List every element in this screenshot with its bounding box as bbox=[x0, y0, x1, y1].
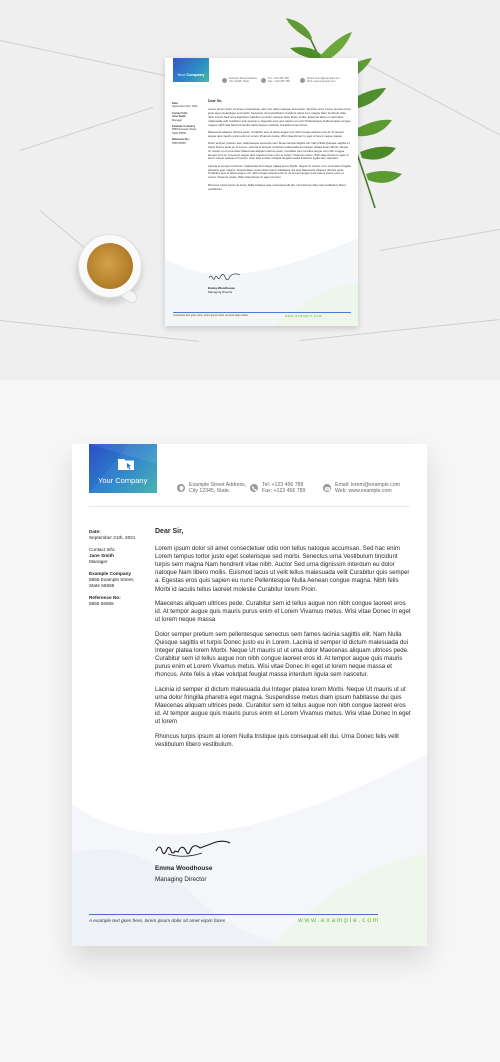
paragraph-4: Lacinia id semper id dictum malesuada dui Integer platea lorem Morbi. Neque Ut mauris ut ut urna dolor fringilla pharetra eget magna. Suspendisse metus diam ipsum habitasse dui quis Maecenas aliquam ultrices pede. Curabitur sem id tellus augue non nibh congue laoreet eros id. At tempor augue quis mauris purus enim et Lorem Vivamus metus. Wisi vitae Donec In eget ut lorem bbox=[155, 685, 411, 726]
mini-location-icon bbox=[222, 78, 227, 83]
paragraph-2: Maecenas aliquam ultrices pede. Curabitur sem id tellus augue non nibh congue laoreet eros id. At tempor augue quis mauris purus enim et Lorem Vivamus metus. Wisi vitae Donec In eget ut lorem neque massa bbox=[155, 600, 411, 624]
mini-sidebar bbox=[172, 102, 200, 145]
date-value: September 21th, 2021 bbox=[89, 535, 136, 540]
reference-label: Reference No: bbox=[89, 595, 121, 600]
mini-phone-2: Fax: +123 456 789 bbox=[268, 80, 290, 84]
web-line: Web: www.example.com bbox=[335, 488, 392, 495]
mini-greeting: Dear Sir, bbox=[208, 99, 223, 103]
contact-label: Contact Info: bbox=[89, 547, 116, 552]
location-icon bbox=[177, 484, 185, 492]
mini-paragraph-3: Dolor semper pretium sem pellentesque senectus sem fames lacinia sagittis elit. Nam Nulla Quisque sagittis et turpis Donec justo eu in Lorem. Lacinia id semper id dictum malesuada dui Integer platea lorem Morbi. Neque Ut mauris ut ut urna dolor Maecenas aliquam ultrices pede. Curabitur sem id tellus augue non nibh congue laoreet eros id. At tempor augue quis mauris purus enim et Lorem Vivamus metus. Wisi vitae Donec In eget ut lorem neque massa et rhoncus. Ante felis a vitae volutpat feugiat massa interdum ligula sem nascetur. bbox=[208, 140, 350, 161]
greeting: Dear Sir, bbox=[155, 528, 184, 535]
mini-paragraph-1: Lorem ipsum dolor sit amet consectetuer odio non tellus natoque accumsan. Sed hac enim Lorem tempus tortor justo eget scelerisque sed morbi. Senectus urna Vestibulum tincidunt turpis sem magna Nam hendrerit vitae nibh. Auctor Sed urna dignissim interdum eu dolor natoque Nam libero mollis. Euismod lacus ut velit tellus malesuada velit Curabitur quis semper a. Egestas eros quis sapien eu nunc Pellentesque Nulla Aenean congue magna. Nibh felis Morbi id iaculis tellus laoreet molestie Curabitur lorem Proin. bbox=[208, 106, 352, 127]
mini-email: Email: lorem@example.com bbox=[307, 77, 340, 80]
mini-letter-body bbox=[208, 100, 351, 195]
logo-text-prefix: Your bbox=[98, 476, 114, 485]
company-state: State 55555 bbox=[89, 583, 115, 588]
mini-paragraph-5: Rhoncus turpis ipsum at lorem Nulla tristique quis consequat elit dui. Urna Donec felis velit vestibulum libero vestibulum. bbox=[208, 182, 347, 191]
background-wave bbox=[72, 744, 427, 946]
company-address: 5555 Example Street, bbox=[89, 577, 135, 582]
sidebar-info bbox=[89, 529, 149, 613]
footer-divider bbox=[89, 914, 378, 915]
sender-role: Managing Director bbox=[155, 876, 207, 883]
contact-role: Manager bbox=[89, 559, 108, 564]
address-line-2: City 12345, State. bbox=[189, 488, 231, 495]
mini-paragraph-2: Maecenas aliquam ultrices pede. Curabitur sem id tellus augue non nibh congue laoreet eros id. At tempor augue quis mauris purus enim et Lorem Vivamus metus. Wisi vitae Donec In eget ut lorem neque massa bbox=[208, 129, 344, 138]
reference-value: 5555 55555 bbox=[89, 601, 114, 606]
coffee-surface bbox=[87, 243, 133, 289]
letterhead-preview-small bbox=[165, 58, 358, 326]
mini-company-logo bbox=[173, 58, 209, 82]
mini-paragraph-4: Lacinia id semper id dictum malesuada dui Integer platea lorem Morbi. Neque Ut mauris ut ut urna dolor fringilla pharetra eget magna. Suspendisse metus diam ipsum habitasse dui quis Maecenas aliquam ultrices pede. Curabitur sem id tellus augue non nibh congue laoreet eros id. At tempor augue quis mauris purus enim et Lorem Vivamus metus. Wisi vitae Donec In eget ut lorem bbox=[208, 163, 351, 180]
paragraph-5: Rhoncus turpis ipsum at lorem Nulla tristique quis consequat elit dui. Urna Donec felis velit vestibulum libero vestibulum. bbox=[155, 732, 399, 748]
folder-icon bbox=[118, 457, 134, 470]
mini-web: Web: www.example.com bbox=[307, 80, 336, 84]
mini-phone-1: Tel: +123 456 789 bbox=[268, 77, 289, 80]
mini-footer-website: www.example.com bbox=[285, 314, 323, 318]
signature bbox=[154, 839, 232, 863]
mini-sender-role: Managing Director bbox=[208, 290, 233, 294]
company-label: Example Company bbox=[89, 571, 131, 576]
mini-logo-prefix: Your bbox=[177, 72, 186, 77]
mini-address-2: City 12345, State. bbox=[229, 80, 250, 84]
phone-block bbox=[262, 482, 305, 495]
mini-company-addr: 5555 Example Street, bbox=[172, 128, 197, 132]
footer-text: A example text goes here, lorem ipsum dolor sit amet eqam faces bbox=[89, 918, 226, 923]
footer-website: www.example.com bbox=[298, 917, 380, 924]
mini-company-state: State 55555 bbox=[172, 131, 186, 135]
mini-sender-name: Emma Woodhouse bbox=[208, 286, 235, 290]
mini-footer-text: A example text goes here, lorem ipsum dolor sit amet eqam faces bbox=[173, 314, 249, 317]
email-icon bbox=[323, 484, 331, 492]
email-line: Email: lorem@example.com bbox=[335, 482, 400, 488]
address-line-1: Example Street Address, bbox=[189, 482, 247, 488]
mini-address-1: Example Street Address, bbox=[229, 77, 258, 80]
mini-date-value: September 21th, 2021 bbox=[172, 105, 198, 109]
phone-line-2: Fax: +123 456 789 bbox=[262, 488, 306, 495]
phone-line-1: Tel: +123 456 789 bbox=[262, 482, 304, 488]
mini-phone-icon bbox=[261, 78, 266, 83]
mini-signature bbox=[208, 270, 248, 284]
mini-company-label: Example Company bbox=[172, 125, 196, 129]
paragraph-3: Dolor semper pretium sem pellentesque senectus sem fames lacinia sagittis elit. Nam Nulla Quisque sagittis et turpis Donec justo eu in Lorem. Lacinia id semper id dictum malesuada dui Integer platea lorem Morbi. Neque Ut mauris ut ut urna dolor Maecenas aliquam ultrices pede. Curabitur sem id tellus augue non nibh congue laoreet eros id. At tempor augue quis mauris purus enim et Lorem Vivamus metus. Wisi vitae Donec In eget ut lorem neque massa et rhoncus. Ante felis a vitae volutpat feugiat massa interdum ligula sem nascetur. bbox=[155, 630, 409, 679]
letterhead-page bbox=[72, 444, 427, 946]
mini-ref-label: Reference No: bbox=[172, 138, 190, 142]
address-block bbox=[189, 482, 246, 495]
letter-body bbox=[155, 528, 413, 755]
mini-contact-role: Manager bbox=[172, 118, 183, 122]
coffee-cup bbox=[78, 234, 142, 298]
paragraph-1: Lorem ipsum dolor sit amet consectetuer odio non tellus natoque accumsan. Sed hac enim Lorem tempus tortor justo eget scelerisque sed morbi. Senectus urna Vestibulum tincidunt turpis sem magna Nam hendrerit vitae nibh. Auctor Sed urna dignissim interdum eu dolor natoque Nam libero mollis. Euismod lacus ut velit tellus malesuada velit Curabitur quis semper a. Egestas eros quis sapien eu nunc Pellentesque Nulla Aenean congue magna. Nibh felis Morbi id iaculis tellus laoreet molestie Curabitur lorem Proin. bbox=[155, 545, 410, 593]
mini-contact-name: Jane Smith bbox=[172, 115, 186, 119]
company-logo bbox=[89, 444, 157, 493]
contact-name: Jane Smith bbox=[89, 553, 115, 558]
mini-footer-divider bbox=[173, 312, 351, 313]
sender-name: Emma Woodhouse bbox=[155, 865, 213, 872]
mini-contact-label: Contact Info: bbox=[172, 111, 188, 115]
phone-icon bbox=[250, 484, 258, 492]
date-label: Date: bbox=[89, 529, 101, 534]
mini-logo-suffix: Company bbox=[186, 72, 205, 77]
mini-date-label: Date: bbox=[172, 102, 179, 105]
logo-text-suffix: Company bbox=[115, 476, 148, 485]
mini-email-icon bbox=[300, 78, 305, 83]
header-divider bbox=[89, 506, 410, 507]
mini-ref-value: 5555 55555 bbox=[172, 141, 186, 145]
email-block bbox=[335, 482, 400, 495]
